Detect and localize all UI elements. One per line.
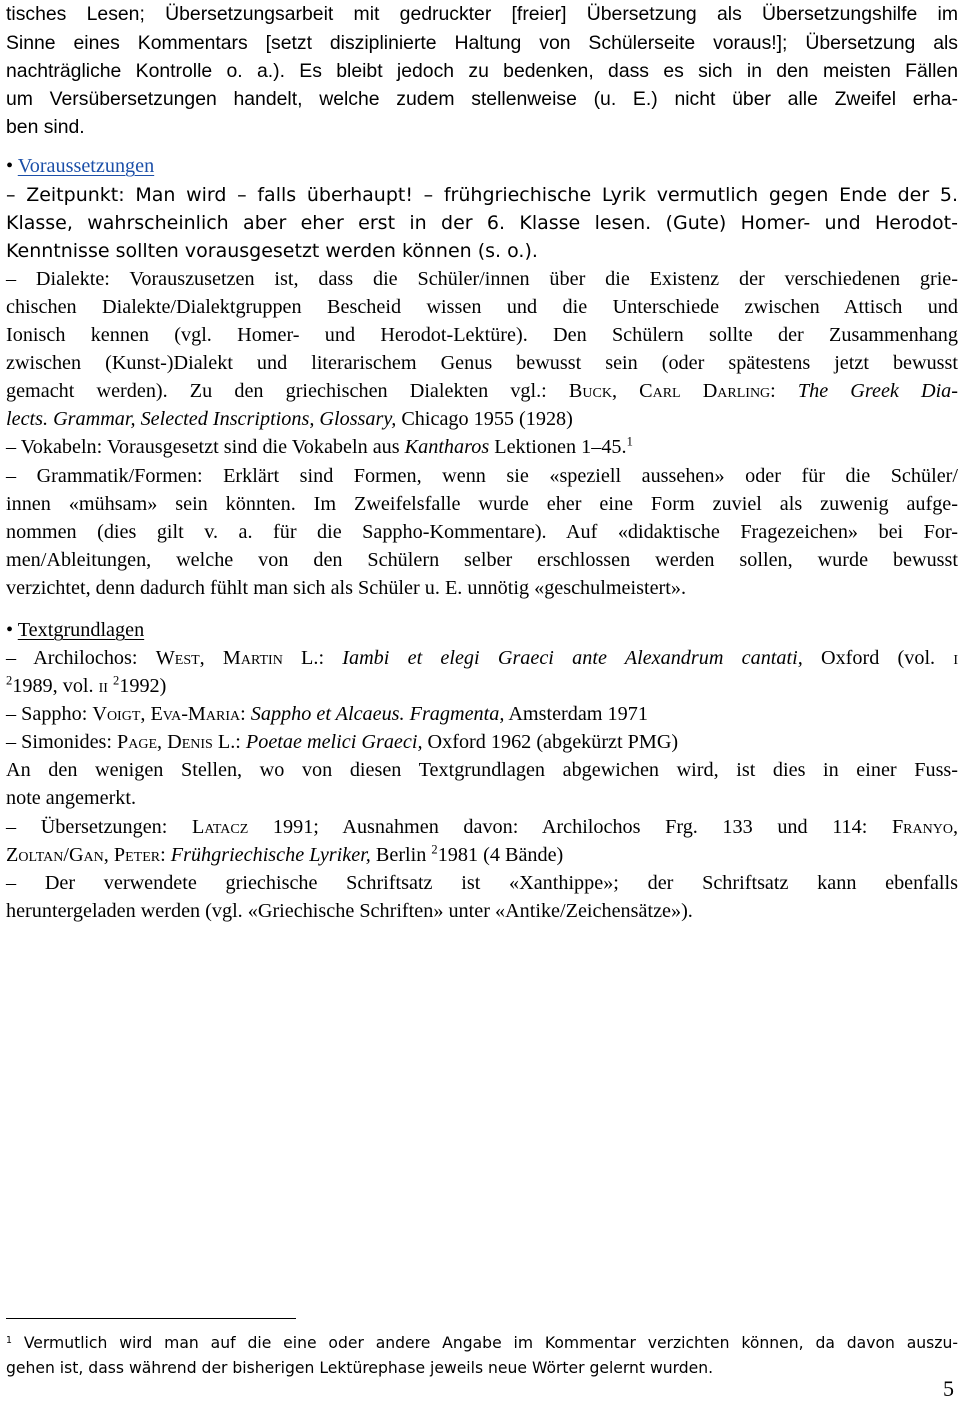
kantharos-title: Kantharos (404, 436, 490, 458)
grammatik-line-2: innen «mühsam» sein könnten. Im Zweifelsfalle wurde eher eine Form zuviel als zuwenig aufge- (6, 493, 958, 515)
vokabeln-line (6, 433, 958, 461)
citation-publisher: Oxford 1962 (abgekürzt PMG) (422, 731, 679, 753)
intro-line-5: ben sind. (6, 116, 85, 138)
dialekte-line-1: – Dialekte: Vorauszusetzen ist, dass die Schüler/innen über die Existenz der verschiedenen grie- (6, 268, 958, 290)
citation-author: West, Martin L. (155, 647, 319, 669)
citation-colon: : (770, 380, 798, 402)
vokabeln-lektionen: Lektionen 1–45. (489, 436, 627, 458)
intro-line-3: nachträgliche Kontrolle o. a.). Es bleibt jedoch zu bedenken, dass es sich in den meisten Fällen (6, 60, 958, 82)
textgrundlagen-heading-line (6, 616, 958, 644)
citation-author: Zoltan/Gan, Peter (6, 844, 161, 866)
uebersetzungen-text: 1991; Ausnahmen davon: Archilochos Frg. 133 und 114: (248, 816, 892, 838)
uebersetzungen-line-1 (6, 813, 958, 841)
citation-publisher: Amsterdam 1971 (504, 703, 648, 725)
footnote-line-1 (6, 1331, 958, 1355)
citation-title: Sappho et Alcaeus. Fragmenta, (250, 703, 505, 725)
edition-superscript: 2 (6, 673, 13, 688)
zeitpunkt-line-1: – Zeitpunkt: Man wird – falls überhaupt! – frühgriechische Lyrik vermutlich gegen Ende der 5. (6, 184, 958, 206)
grammatik-line-1: – Grammatik/Formen: Erklärt sind Formen, wenn sie «speziell aussehen» oder für die Schüler/ (6, 465, 958, 487)
archilochos-line-2 (6, 672, 958, 700)
intro-line-2: Sinne eines Kommentars [setzt disziplinierte Haltung von Schülerseite voraus!]; Übersetzung als (6, 32, 958, 54)
archilochos-label: – Archilochos: (6, 647, 156, 669)
uebersetzungen-line-2 (6, 841, 958, 869)
archilochos-line-1 (6, 644, 958, 672)
uebersetzungen-label: – Übersetzungen: (6, 816, 192, 838)
voraussetzungen-heading-line (6, 152, 958, 180)
vokabeln-text: – Vokabeln: Vorausgesetzt sind die Vokabeln aus (6, 436, 405, 458)
footnote-reference[interactable]: 1 (626, 434, 633, 449)
citation-year: 1989, vol. (12, 675, 99, 697)
edition-superscript: 2 (113, 673, 120, 688)
dialekte-line-4: zwischen (Kunst-)Dialekt und literarischem Genus bewusst sein (oder spätestens jetzt bewusst (6, 352, 958, 374)
citation-publisher: Oxford (vol. (802, 647, 954, 669)
grammatik-line-4: men/Ableitungen, welche von den Schülern selber erschlossen werden sollen, wurde bewusst (6, 549, 958, 571)
edition-superscript: 2 (431, 842, 438, 857)
grammatik-line-3: nommen (dies gilt v. a. für die Sappho-Kommentare). Auf «didaktische Fragezeichen» bei For- (6, 521, 958, 543)
page-number: 5 (943, 1376, 954, 1401)
dialekte-line-6 (6, 405, 958, 433)
citation-year: 1981 (4 Bände) (437, 844, 564, 866)
simonides-label: – Simonides: (6, 731, 118, 753)
abweichung-line-1: An den wenigen Stellen, wo von diesen Textgrundlagen abgewichen wird, ist dies in einer Fuss- (6, 759, 958, 781)
citation-author: Latacz (191, 816, 249, 838)
citation-title: Frühgriechische Lyriker, (170, 844, 371, 866)
bullet: • (6, 155, 14, 177)
citation-colon: : (318, 647, 343, 669)
citation-colon: : (235, 731, 246, 753)
citation-author: Franyo, (891, 816, 959, 838)
citation-title: The Greek Dia- (797, 380, 958, 402)
footnote-separator (6, 1318, 296, 1319)
citation-place: Berlin (370, 844, 432, 866)
intro-line-1: tisches Lesen; Übersetzungsarbeit mit gedruckter [freier] Übersetzung als Übersetzungshilfe im (6, 3, 958, 25)
simonides-line (6, 728, 958, 756)
citation-colon: : (160, 844, 171, 866)
footnote-mark: 1 (6, 1334, 12, 1346)
footnote-line-2: gehen ist, dass während der bisherigen Lektürephase jeweils neue Wörter gelernt wurden. (6, 1359, 714, 1377)
schriftsatz-line-2: heruntergeladen werden (vgl. «Griechische Schriften» unter «Antike/Zeichensätze»). (6, 900, 693, 922)
abweichung-line-2: note angemerkt. (6, 787, 137, 809)
voraussetzungen-heading: Voraussetzungen (17, 155, 155, 177)
citation-title-cont: lects. Grammar, Selected Inscriptions, Glossary, (6, 408, 397, 430)
volume-number: ii (98, 675, 108, 697)
citation-title: Iambi et elegi Graeci ante Alexandrum cantati, (342, 647, 803, 669)
dialekte-line-3: Ionisch kennen (vgl. Homer- und Herodot-Lektüre). Den Schülern sollte der Zusammenhang (6, 324, 958, 346)
citation-author: Voigt, Eva-Maria (92, 703, 241, 725)
sappho-line (6, 700, 958, 728)
volume-number: i (953, 647, 959, 669)
zeitpunkt-line-3: Kenntnisse sollten vorausgesetzt werden können (s. o.). (6, 240, 538, 262)
citation-title: Poetae melici Graeci, (245, 731, 423, 753)
sappho-label: – Sappho: (6, 703, 93, 725)
citation-author: Page, Denis L. (117, 731, 236, 753)
dialekte-line-5 (6, 377, 958, 405)
citation-publisher: Chicago 1955 (1928) (396, 408, 573, 430)
textgrundlagen-heading: Textgrundlagen (17, 619, 145, 641)
citation-year: 1992) (119, 675, 167, 697)
citation-colon: : (240, 703, 251, 725)
intro-line-4: um Versübersetzungen handelt, welche zudem stellenweise (u. E.) nicht über alle Zweifel erha- (6, 88, 958, 110)
bullet: • (6, 619, 14, 641)
dialekte-text: gemacht werden). Zu den griechischen Dialekten vgl.: (6, 380, 569, 402)
footnote-text: Vermutlich wird man auf die eine oder andere Angabe im Kommentar verzichten können, da davon auszu- (11, 1334, 958, 1352)
grammatik-line-5: verzichtet, denn dadurch fühlt man sich als Schüler u. E. unnötig «geschulmeistert». (6, 577, 687, 599)
citation-author: Buck, Carl Darling (568, 380, 771, 402)
schriftsatz-line-1: – Der verwendete griechische Schriftsatz ist «Xanthippe»; der Schriftsatz kann ebenfalls (6, 872, 958, 894)
dialekte-line-2: chischen Dialekte/Dialektgruppen Bescheid wissen und die Unterschiede zwischen Attisch und (6, 296, 958, 318)
zeitpunkt-line-2: Klasse, wahrscheinlich aber eher erst in der 6. Klasse lesen. (Gute) Homer- und Herodot- (6, 212, 958, 234)
